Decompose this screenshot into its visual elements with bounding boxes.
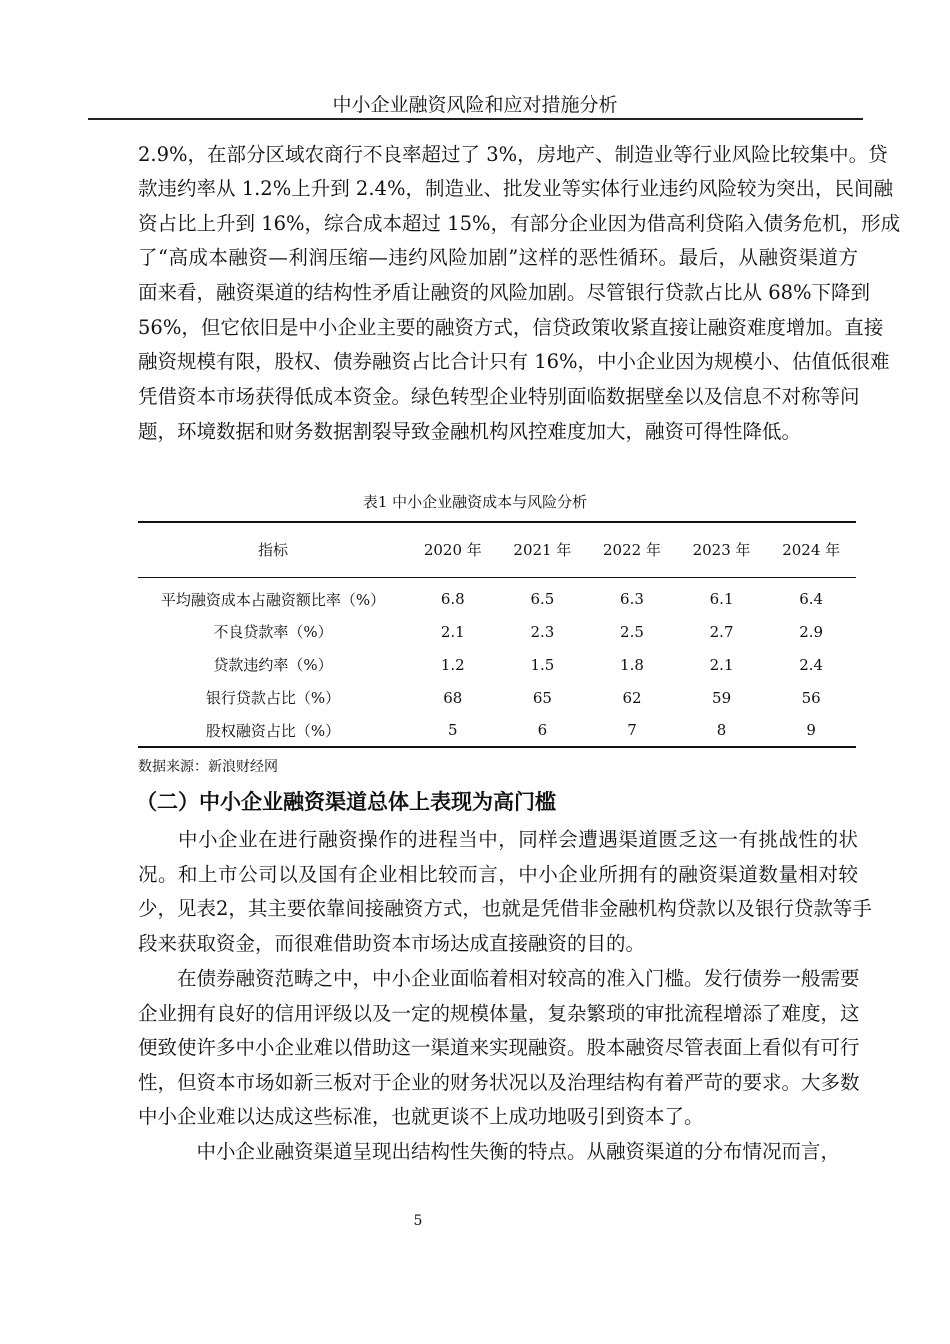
row-label: 平均融资成本占融资额比率（%） [160,590,386,609]
table-cell: 5 [448,721,458,739]
table-cell: 7 [627,721,637,739]
section-heading: （二）中小企业融资渠道总体上表现为高门槛 [136,790,556,814]
table-cell: 59 [712,688,732,707]
text-line: 资占比上升到 16%，综合成本超过 15%，有部分企业因为借高利贷陷入债务危机，形成 [138,212,901,235]
text-line: 段来获取资金，而很难借助资本市场达成直接融资的目的。 [138,932,646,955]
table-cell: 6.8 [440,590,465,609]
text-line: 2.9%，在部分区域农商行不良率超过了 3%，房地产、制造业等行业风险比较集中。贷 [138,143,888,166]
table-cell: 2.9 [799,622,824,641]
page-number: 5 [413,1213,423,1229]
table-cell: 2.7 [709,622,734,641]
text-line: 况。和上市公司以及国有企业相比较而言，中小企业所拥有的融资渠道数量相对较 [138,863,858,886]
table-cell: 8 [716,721,727,739]
row-label: 不良贷款率（%） [213,623,333,641]
table-row [138,648,856,681]
text-line: 面来看，融资渠道的结构性矛盾让融资的风险加剧。尽管银行贷款占比从 68%下降到 [138,281,871,304]
column-header: 2023 年 [692,541,751,560]
data-table [138,521,856,748]
table-row [138,577,856,615]
text-line: 凭借资本市场获得低成本资金。绿色转型企业特别面临数据壁垒以及信息不对称等问 [138,385,860,408]
row-label: 股权融资占比（%） [205,721,341,740]
text-line: 在债券融资范畴之中，中小企业面临着相对较高的准入门槛。发行债券一般需要 [138,967,860,990]
column-header: 指标 [257,541,288,560]
table-caption: 表1 中小企业融资成本与风险分析 [362,493,588,511]
table-cell: 2.3 [530,622,555,641]
text-line: 56%，但它依旧是中小企业主要的融资方式，信贷政策收紧直接让融资难度增加。直接 [138,316,884,339]
table-cell: 2.4 [799,655,824,674]
table-row [138,714,856,747]
text-line: 融资规模有限，股权、债券融资占比合计只有 16%，中小企业因为规模小、估值低很难 [138,350,890,373]
table-cell: 6.4 [799,590,824,609]
row-label: 贷款违约率（%） [213,656,333,674]
column-header: 2020 年 [423,541,482,560]
text-line: 款违约率从 1.2%上升到 2.4%，制造业、批发业等实体行业违约风险较为突出，民间融 [138,177,893,200]
column-header: 2021 年 [513,541,572,560]
text-line: 中小企业在进行融资操作的进程当中，同样会遭遇渠道匮乏这一有挑战性的状 [138,828,858,851]
table-cell: 6.5 [530,590,555,609]
running-header: 中小企业融资风险和应对措施分析 [332,94,618,116]
column-header: 2022 年 [603,541,661,560]
table-cell: 6 [537,721,548,739]
header-rule [88,118,863,120]
table-cell: 9 [806,721,816,739]
table-cell: 1.5 [530,655,555,674]
text-line: 性，但资本市场如新三板对于企业的财务状况以及治理结构有着严苛的要求。大多数 [138,1071,860,1094]
table-cell: 2.1 [709,655,734,674]
text-line: 少，见表2，其主要依靠间接融资方式，也就是凭借非金融机构贷款以及银行贷款等手 [138,897,872,920]
table-cell: 2.5 [620,622,644,641]
table-cell: 65 [532,688,552,707]
table-source: 数据来源：新浪财经网 [138,759,278,775]
text-line: 中小企业难以达成这些标准，也就更谈不上成功地吸引到资本了。 [138,1105,704,1128]
row-label: 银行贷款占比（%） [205,689,341,707]
text-line: 了“高成本融资—利润压缩—违约风险加剧”这样的恶性循环。最后，从融资渠道方 [138,246,858,269]
table-cell: 68 [443,688,463,707]
table-row [138,681,856,714]
table-cell: 6.3 [620,590,644,609]
table-cell: 6.1 [709,590,734,609]
table-cell: 1.8 [620,655,644,674]
text-line: 中小企业融资渠道呈现出结构性失衡的特点。从融资渠道的分布情况而言， [138,1140,841,1163]
table-cell: 1.2 [440,655,465,674]
table-cell: 62 [622,688,642,707]
text-line: 便致使许多中小企业难以借助这一渠道来实现融资。股本融资尽管表面上看似有可行 [138,1036,860,1059]
table-row [138,615,856,648]
table-cell: 2.1 [440,622,465,641]
table-cell: 56 [801,688,821,707]
table-header-row [138,522,856,577]
text-line: 企业拥有良好的信用评级以及一定的规模体量，复杂繁琐的审批流程增添了难度，这 [138,1002,860,1025]
column-header: 2024 年 [782,541,841,560]
text-line: 题，环境数据和财务数据割裂导致金融机构风控难度加大，融资可得性降低。 [138,420,802,443]
